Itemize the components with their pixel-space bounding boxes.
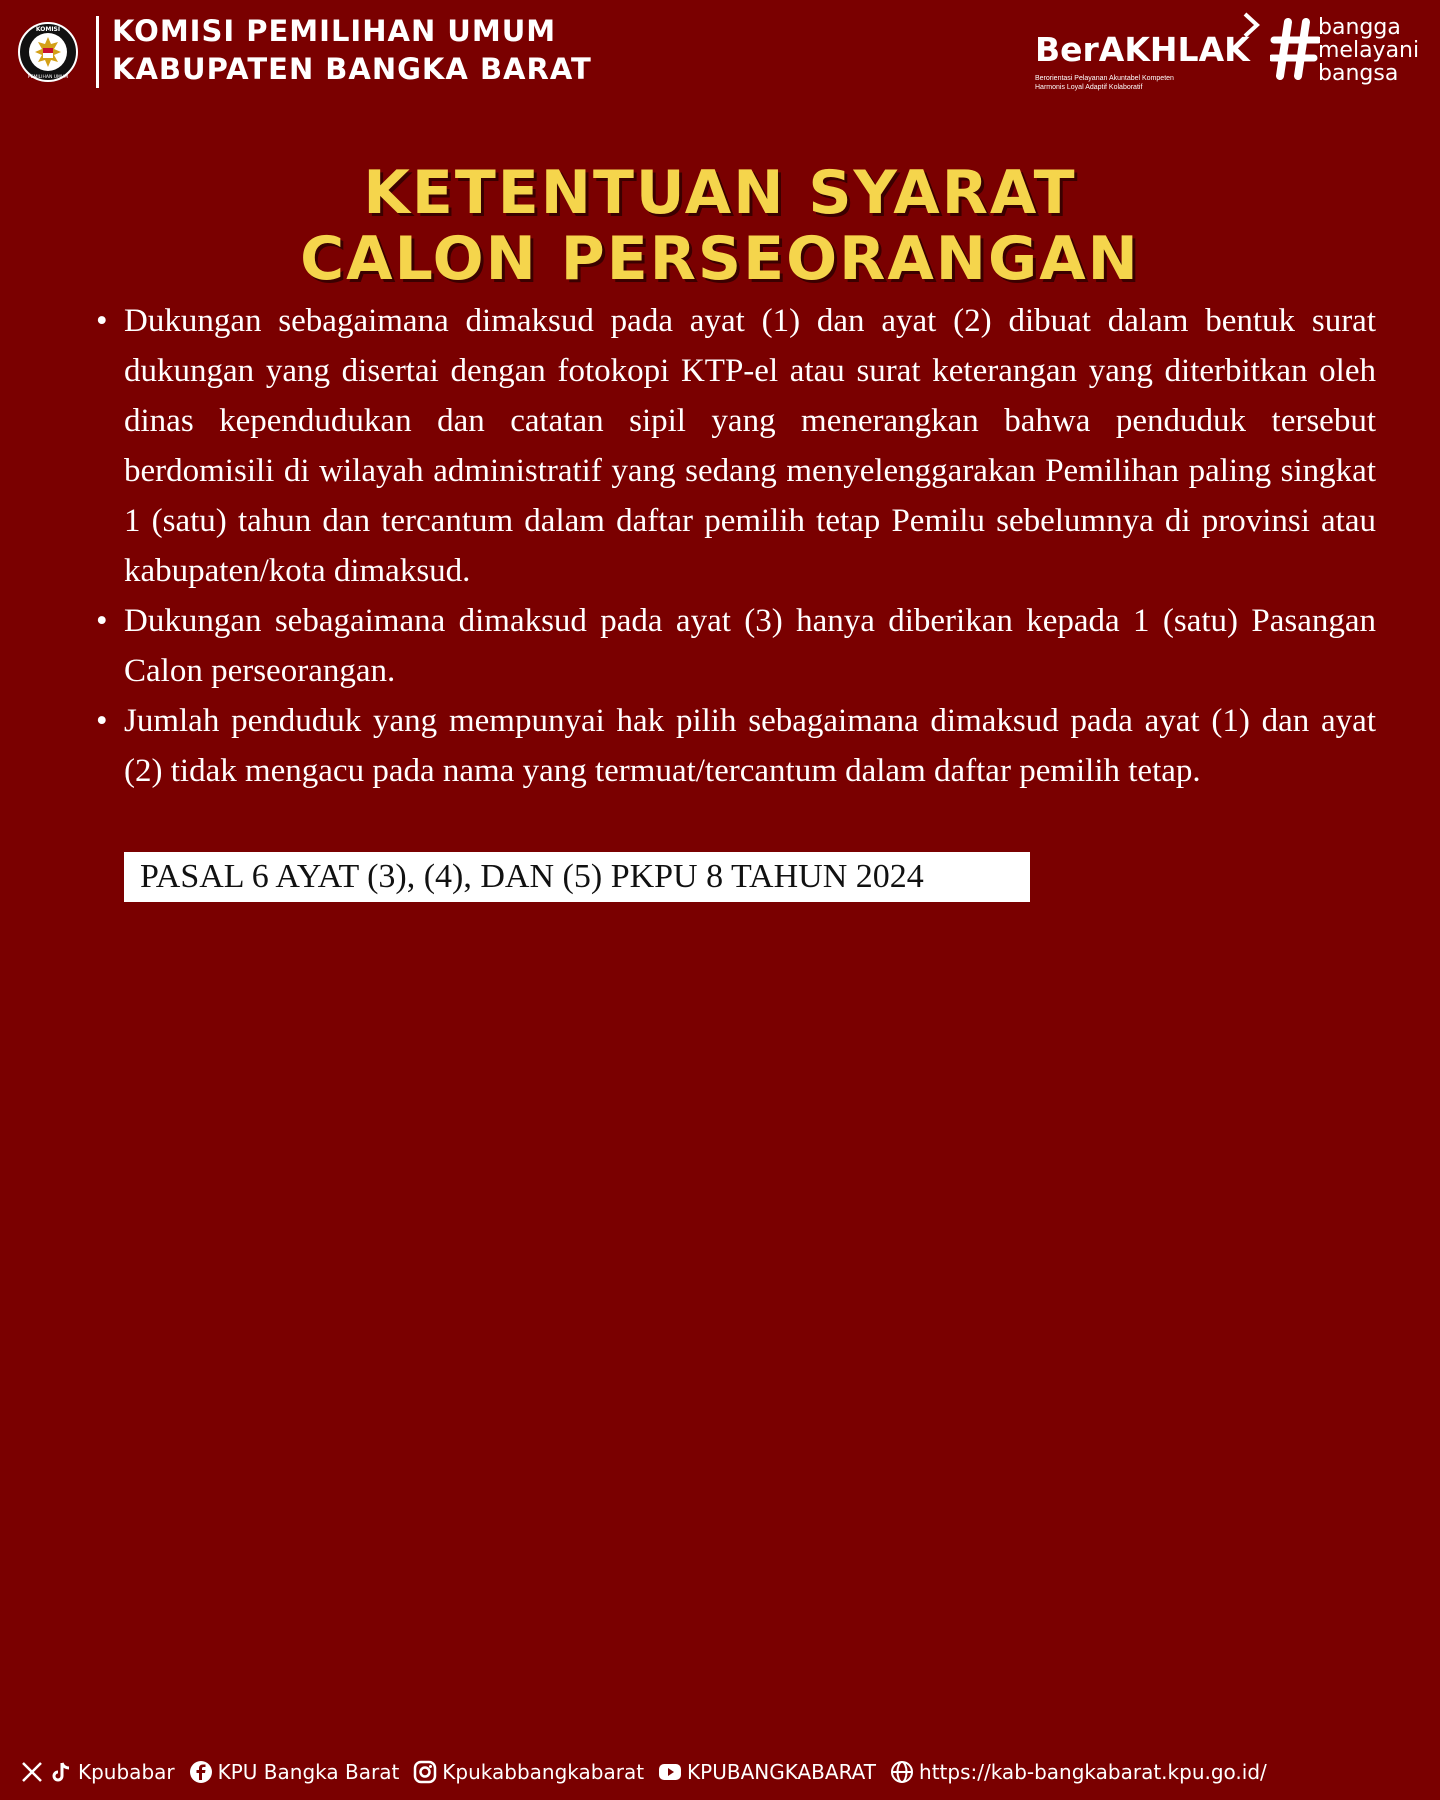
bangga-melayani-bangsa: bangga melayani bangsa xyxy=(1318,15,1420,86)
header xyxy=(0,0,1440,110)
x-icon xyxy=(20,1760,44,1784)
org-name xyxy=(112,12,592,88)
bullet: • xyxy=(96,603,108,639)
list-item xyxy=(96,696,1376,796)
legal-citation: PASAL 6 AYAT (3), (4), DAN (5) PKPU 8 TAHUN 2024 xyxy=(124,852,1030,902)
berakhlak-word: BerAKHLAK xyxy=(1035,30,1250,69)
hashtag-icon xyxy=(1270,18,1320,80)
list-item xyxy=(96,296,1376,596)
kpu-logo xyxy=(18,20,78,84)
header-divider xyxy=(96,16,99,88)
svg-text:KOMISI: KOMISI xyxy=(35,26,61,33)
youtube-icon xyxy=(658,1760,682,1784)
footer xyxy=(20,1752,1430,1792)
bullet: • xyxy=(96,703,108,739)
instagram-icon xyxy=(413,1760,437,1784)
facebook-icon xyxy=(189,1760,213,1784)
footer-website[interactable]: https://kab-bangkabarat.kpu.go.id/ xyxy=(890,1760,1267,1784)
list-item-text: Dukungan sebagaimana dimaksud pada ayat (1) dan ayat (2) dibuat dalam bentuk surat dukungan yang disertai dengan fotokopi KTP-el atau surat keterangan yang diterbitkan oleh dinas kependudukan dan catatan sipil yang menerangkan bahwa penduduk tersebut berdomisili di wilayah administratif yang sedang menyelenggarakan Pemilihan paling singkat 1 (satu) tahun dan tercantum dalam daftar pemilih tetap Pemilu sebelumnya di provinsi atau kabupaten/kota dimaksud. xyxy=(124,303,1376,589)
berakhlak-logo xyxy=(1035,12,1260,92)
footer-facebook[interactable]: KPU Bangka Barat xyxy=(189,1760,400,1784)
tiktok-icon xyxy=(49,1760,73,1784)
footer-instagram[interactable]: Kpukabbangkabarat xyxy=(413,1760,644,1784)
org-name-line-2: KABUPATEN BANGKA BARAT xyxy=(112,52,592,86)
bullet: • xyxy=(96,303,108,339)
chevron-right-icon xyxy=(1241,12,1263,38)
list-item-text: Dukungan sebagaimana dimaksud pada ayat (3) hanya diberikan kepada 1 (satu) Pasangan Calon perseorangan. xyxy=(124,603,1376,689)
footer-x-tiktok[interactable]: Kpubabar xyxy=(20,1760,175,1784)
list-item xyxy=(96,596,1376,696)
globe-icon xyxy=(890,1760,914,1784)
berakhlak-tagline: Berorientasi Pelayanan Akuntabel Kompeten Harmonis Loyal Adaptif Kolaboratif xyxy=(1035,75,1174,91)
title-line-2: CALON PERSEORANGAN xyxy=(300,224,1140,294)
list-item-text: Jumlah penduduk yang mempunyai hak pilih sebagaimana dimaksud pada ayat (1) dan ayat (2) tidak mengacu pada nama yang termuat/tercantum dalam daftar pemilih tetap. xyxy=(124,703,1376,789)
footer-youtube[interactable]: KPUBANGKABARAT xyxy=(658,1760,876,1784)
svg-text:PEMILIHAN UMUM: PEMILIHAN UMUM xyxy=(27,75,69,80)
page-title xyxy=(0,160,1440,292)
provisions-list xyxy=(96,296,1376,796)
org-name-line-1: KOMISI PEMILIHAN UMUM xyxy=(112,14,557,48)
title-line-1: KETENTUAN SYARAT xyxy=(363,158,1077,228)
